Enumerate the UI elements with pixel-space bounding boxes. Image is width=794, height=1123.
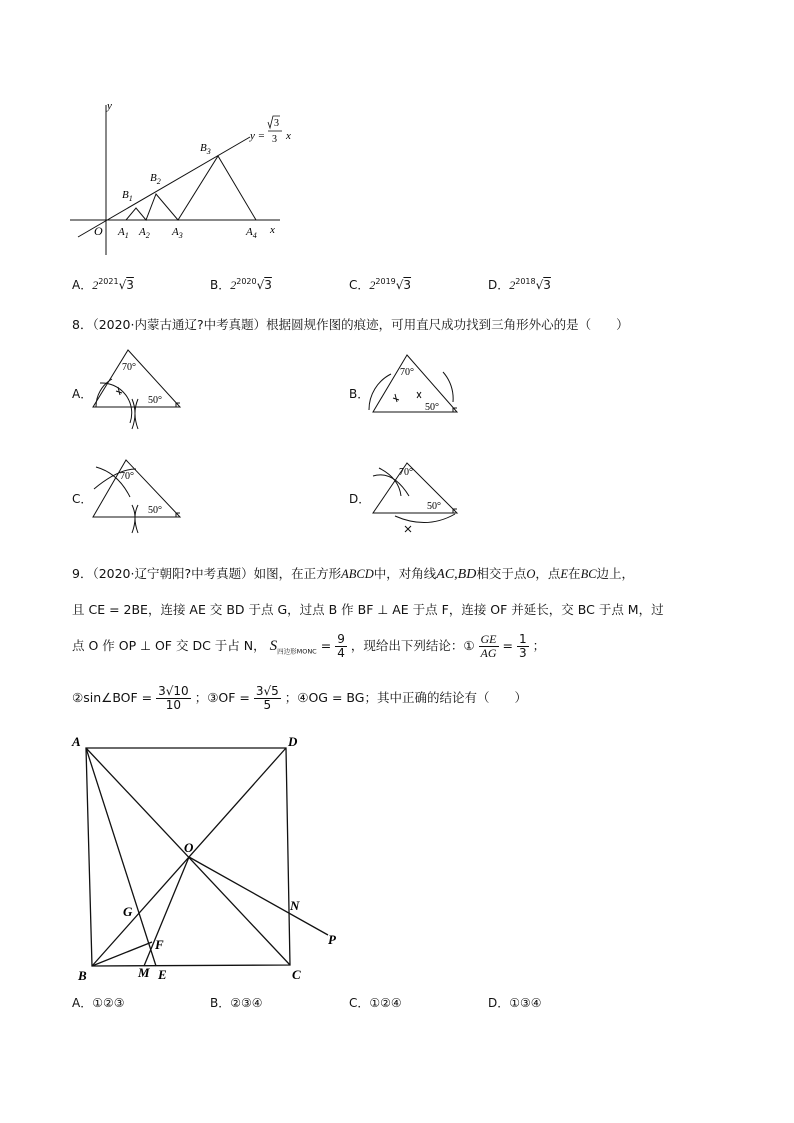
q7-coordinate-graph xyxy=(60,95,310,265)
q8-label-d[interactable]: D． xyxy=(349,492,371,506)
q8-triangle-c[interactable] xyxy=(88,455,188,535)
vertex-G: G xyxy=(123,904,133,919)
vertex-D: D xyxy=(288,734,298,749)
vertex-P: P xyxy=(328,932,336,947)
angle-top-label: 70° xyxy=(399,467,413,478)
line-eq-var: x xyxy=(286,130,291,142)
line-eq-fraction xyxy=(268,116,282,145)
q8-stem: 8．（2020·内蒙古通辽?中考真题）根据圆规作图的痕迹，可用直尺成功找到三角形外心的是（ ） xyxy=(72,317,629,332)
vertex-M: M xyxy=(138,965,150,980)
angle-top-label: 70° xyxy=(400,367,414,378)
q9-stem-line2: 且 CE = 2BE，连接 AE 交 BD 于点 G，过点 B 作 BF ⊥ AE 于点 F，连接 OF 并延长，交 BC 于点 M，过 xyxy=(72,602,664,617)
q7-option-c[interactable]: C．$2^{2019}√3$ xyxy=(349,277,412,292)
q9-square-figure xyxy=(66,730,356,985)
point-A4: $A_4$ xyxy=(246,226,257,240)
vertex-C: C xyxy=(292,967,301,982)
q8-triangle-d[interactable] xyxy=(365,458,465,538)
point-B2: $B_2$ xyxy=(150,172,161,186)
svg-text:3: 3 xyxy=(274,118,279,129)
vertex-F: F xyxy=(155,937,164,952)
q8-label-c[interactable]: C． xyxy=(72,492,93,506)
line-eq-prefix: y = xyxy=(250,130,266,142)
vertex-O: O xyxy=(184,840,194,855)
point-B1: $B_1$ xyxy=(122,189,133,203)
q9-stem-line4: ②sin∠BOF = $\frac{3√10}{10}$ ；③OF = $\frac{3√5}{5}$ ；④OG = BG；其中正确的结论有（ ） xyxy=(72,684,527,712)
angle-top-label: 70° xyxy=(122,362,136,373)
point-A2: $A_2$ xyxy=(139,226,150,240)
angle-right-label: 50° xyxy=(427,501,441,512)
angle-right-label: 50° xyxy=(425,402,439,413)
origin-label: O xyxy=(94,224,103,238)
angle-right-label: 50° xyxy=(148,395,162,406)
point-A1: $A_1$ xyxy=(118,226,129,240)
svg-text:3: 3 xyxy=(272,134,277,145)
q8-triangle-a[interactable] xyxy=(88,345,188,435)
q7-option-d[interactable]: D．$2^{2018}√3$ xyxy=(488,277,551,292)
y-axis-label: y xyxy=(107,100,112,112)
q9-option-d[interactable]: D．①③④ xyxy=(488,996,542,1010)
vertex-N: N xyxy=(290,898,300,913)
q8-triangle-b[interactable] xyxy=(365,350,465,420)
q9-stem-line3: 点 O 作 OP ⊥ OF 交 DC 于占 N， $S_{四边形MONC}$ = $\frac{9}{4}$ ，现给出下列结论：① $\frac{GE}{AG}$ = $\frac{1}{3}$ ； xyxy=(72,632,546,660)
q7-option-b[interactable]: B．$2^{2020}√3$ xyxy=(210,277,272,292)
angle-right-label: 50° xyxy=(148,505,162,516)
point-A3: $A_3$ xyxy=(172,226,183,240)
q8-label-a[interactable]: A． xyxy=(72,387,93,401)
angle-top-label: 70° xyxy=(120,471,134,482)
q8-label-b[interactable]: B． xyxy=(349,387,370,401)
vertex-B: B xyxy=(78,968,87,983)
q7-option-a[interactable]: A．$2^{2021}√3$ xyxy=(72,277,134,292)
vertex-A: A xyxy=(72,734,81,749)
q9-option-b[interactable]: B．②③④ xyxy=(210,996,263,1010)
point-B3: $B_3$ xyxy=(200,142,211,156)
q9-stem-line1: 9．（2020·辽宁朝阳?中考真题）如图，在正方形ABCD中，对角线AC,BD相交于点O，点E在BC边上， xyxy=(72,566,635,582)
q9-option-c[interactable]: C．①②④ xyxy=(349,996,402,1010)
vertex-E: E xyxy=(158,967,167,982)
q9-option-a[interactable]: A．①②③ xyxy=(72,996,125,1010)
x-axis-label: x xyxy=(270,224,275,236)
